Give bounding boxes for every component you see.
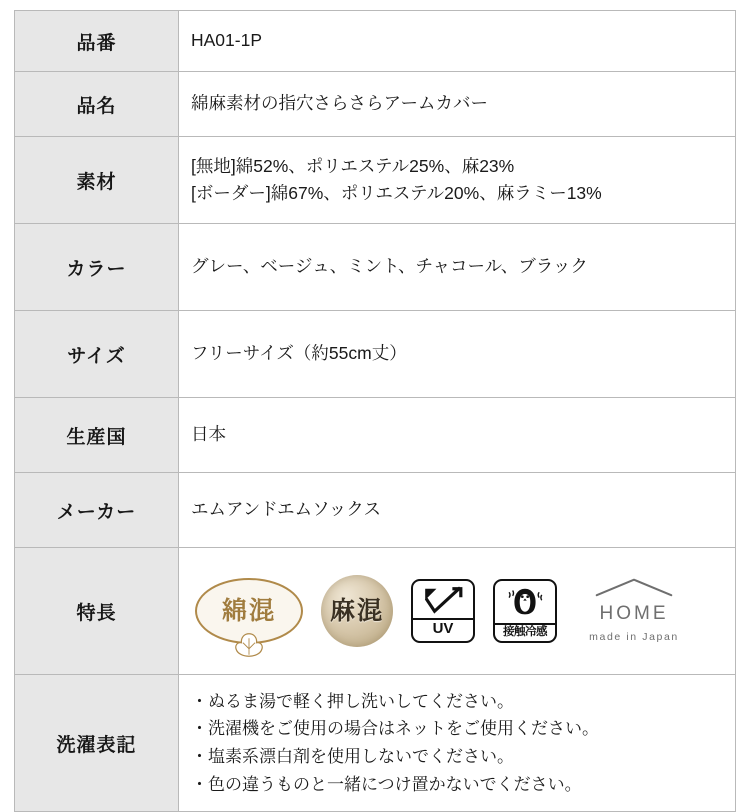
row-value-size: フリーサイズ（約55cm丈） (179, 311, 736, 398)
uv-arrow-icon (413, 581, 473, 618)
row-label-color: カラー (15, 224, 179, 311)
row-value-wash (179, 675, 736, 812)
row-value-maker: エムアンドエムソックス (179, 473, 736, 548)
row-value-material (179, 137, 736, 224)
hemp-blend-label: 麻混 (329, 596, 384, 625)
row-label-maker: メーカー (15, 473, 179, 548)
wash-instruction-list (191, 688, 723, 798)
home-title: HOME (599, 602, 669, 624)
spec-table (14, 10, 736, 812)
made-in-japan-badge (575, 577, 693, 646)
material-line-plain: [無地]綿52%、ポリエステル25%、麻23% (191, 155, 515, 176)
list-item: ・洗濯機をご使用の場合はネットをご使用ください。 (191, 719, 599, 739)
row-value-color: グレー、ベージュ、ミント、チャコール、ブラック (179, 224, 736, 311)
row-label-wash: 洗濯表記 (15, 675, 179, 812)
cooling-touch-badge (493, 579, 557, 643)
row-value-product-code: HA01-1P (179, 11, 736, 72)
house-roof-icon (589, 577, 679, 597)
row-label-country: 生産国 (15, 398, 179, 473)
table-row (15, 224, 736, 311)
cotton-blend-label: 綿混 (221, 596, 276, 625)
list-item: ・ぬるま湯で軽く押し洗いしてください。 (191, 691, 514, 711)
row-label-product-name: 品名 (15, 72, 179, 137)
table-row (15, 398, 736, 473)
hemp-blend-circle (321, 575, 393, 647)
row-value-product-name: 綿麻素材の指穴さらさらアームカバー (179, 72, 736, 137)
hemp-blend-badge (321, 575, 393, 647)
row-value-country: 日本 (179, 398, 736, 473)
penguin-icon (495, 581, 555, 623)
row-label-material: 素材 (15, 137, 179, 224)
row-label-features: 特長 (15, 548, 179, 675)
row-label-product-code: 品番 (15, 11, 179, 72)
row-label-size: サイズ (15, 311, 179, 398)
cotton-flower-icon (234, 632, 264, 658)
table-row (15, 11, 736, 72)
table-row (15, 72, 736, 137)
table-row (15, 675, 736, 812)
list-item: ・塩素系漂白剤を使用しないでください。 (191, 747, 514, 766)
list-item: ・色の違うものと一緒につけ置かないでください。 (191, 774, 582, 794)
uv-caption: UV (413, 618, 473, 639)
table-row (15, 473, 736, 548)
made-in-japan-subtitle: made in Japan (589, 631, 679, 644)
table-row (15, 137, 736, 224)
cooling-touch-caption: 接触冷感 (495, 623, 555, 639)
table-row (15, 548, 736, 675)
row-value-features (179, 548, 736, 675)
cotton-blend-badge (195, 578, 303, 644)
material-line-border: [ボーダー]綿67%、ポリエステル20%、麻ラミー13% (191, 183, 602, 203)
uv-protection-badge (411, 579, 475, 643)
feature-badge-list (191, 575, 723, 647)
table-row (15, 311, 736, 398)
